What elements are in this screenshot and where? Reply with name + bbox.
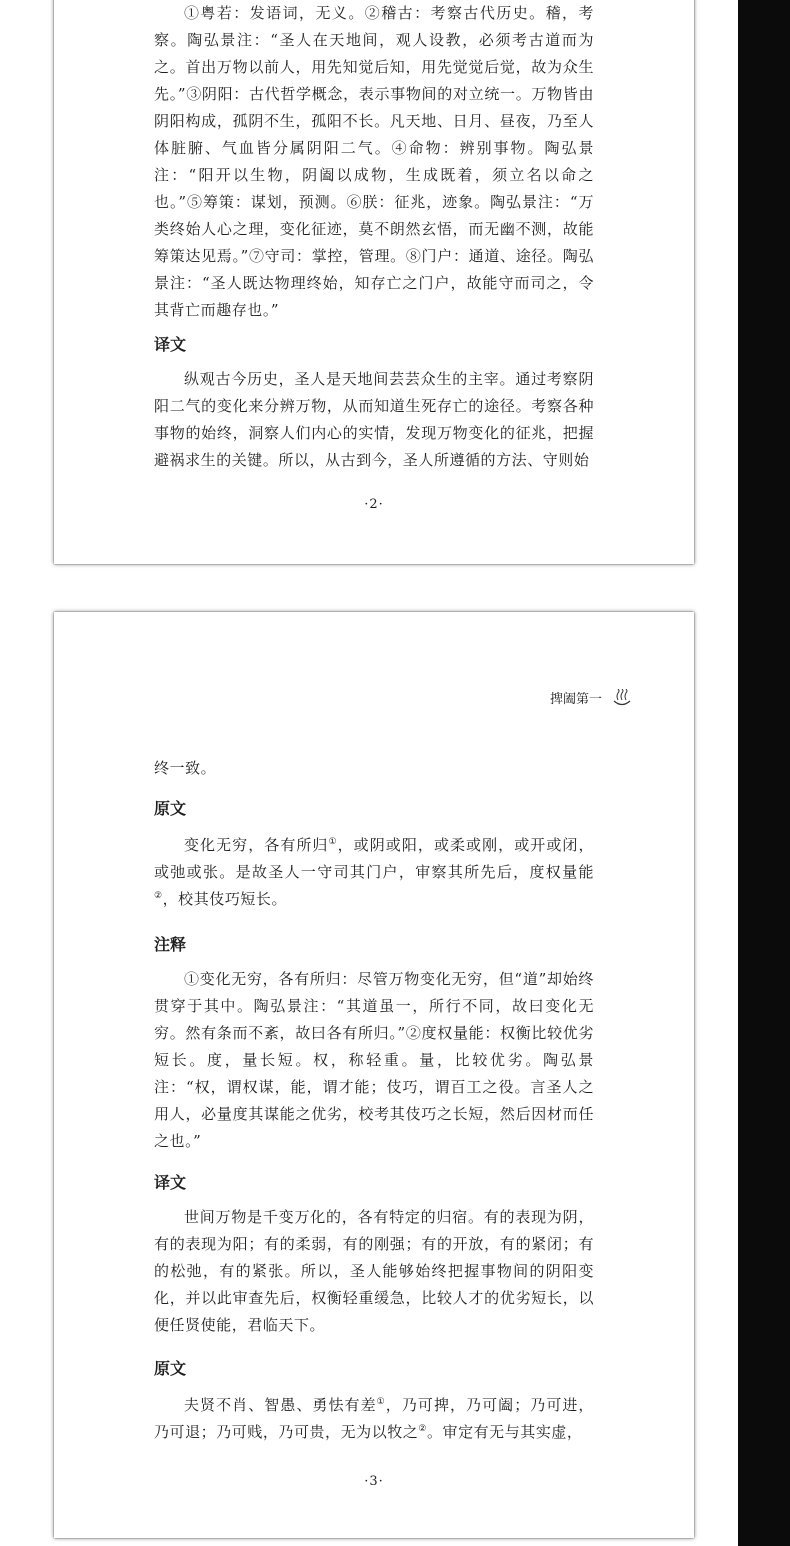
original-paragraph-1: 变化无穷，各有所归①，或阴或阳，或柔或刚，或开或闭，或弛或张。是故圣人一守司其门户，审察其所先后，度权量能②，校其伎巧短长。: [154, 836, 594, 908]
page-number-3: ·3·: [364, 1474, 384, 1489]
running-head: [550, 688, 632, 707]
notes-paragraph: ①粤若：发语词，无义。②稽古：考察古代历史。稽，考察。陶弘景注：“圣人在天地间，观人设教，必须考古道而为之。首出万物以前人，用先知觉后知，用先觉觉后觉，故为众生先。”③阴阳：古代哲学概念，表示事物间的对立统一。万物皆由阴阳构成，孤阴不生，孤阳不长。凡天地、日月、昼夜，乃至人体脏腑、气血皆分属阴阳二气。④命物：辨别事物。陶弘景注：“阳开以生物，阴阖以成物，生成既着，须立名以命之也。”⑤筹策：谋划，预测。⑥朕：征兆，迹象。陶弘景注：“万类终始人心之理，变化征迹，莫不朗然玄悟，而无幽不测，故能筹策达见焉。”⑦守司：掌控，管理。⑧门户：通道、途径。陶弘景注：“圣人既达物理终始，知存亡之门户，故能守而司之，令其背亡而趣存也。”: [154, 4, 594, 319]
continuation-text: 终一致。: [154, 759, 217, 777]
footnote-ref-1: ①: [328, 837, 338, 847]
right-edge-bar: [738, 0, 790, 1546]
footnote-ref-3: ①: [376, 1397, 386, 1407]
footnote-ref-2: ②: [154, 891, 163, 901]
original-paragraph-2: 夫贤不肖、智愚、勇怯有差①，乃可捭，乃可阖；乃可进，乃可退；乃可贱，乃可贵，无为以牧之②。审定有无与其实虚，: [154, 1396, 594, 1441]
notes-heading: 注释: [154, 935, 187, 954]
footnote-ref-4: ②: [418, 1424, 427, 1434]
notes-paragraph-3: ①变化无穷，各有所归：尽管万物变化无穷，但“道”却始终贯穿于其中。陶弘景注：“其道虽一，所行不同，故曰变化无穷。然有条而不紊，故曰各有所归。”②度权量能：权衡比较优劣短长。度，量长短。权，称轻重。量，比较优劣。陶弘景注：“权，谓权谋，能，谓才能；伎巧，谓百工之役。言圣人之用人，必量度其谋能之优劣，校考其伎巧之长短，然后因材而任之也。”: [154, 970, 594, 1150]
translation-paragraph-3: 世间万物是千变万化的，各有特定的归宿。有的表现为阴，有的表现为阳；有的柔弱，有的刚强；有的开放，有的紧闭；有的松弛，有的紧张。所以，圣人能够始终把握事物间的阴阳变化，并以此审查先后，权衡轻重缓急，比较人才的优劣短长，以便任贤使能，君临天下。: [154, 1208, 594, 1334]
ornament-icon: [612, 689, 632, 707]
page-number: ·2·: [364, 497, 384, 512]
translation-heading: 译文: [154, 335, 187, 354]
original-heading-1: 原文: [154, 799, 187, 818]
book-page-3: [54, 612, 694, 1538]
book-page-2: [54, 0, 694, 564]
original-heading-2: 原文: [154, 1359, 187, 1378]
translation-paragraph: 纵观古今历史，圣人是天地间芸芸众生的主宰。通过考察阴阳二气的变化来分辨万物，从而知道生死存亡的途径。考察各种事物的始终，洞察人们内心的实情，发现万物变化的征兆，把握避祸求生的关键。所以，从古到今，圣人所遵循的方法、守则始: [154, 370, 594, 469]
chapter-title: 捭阖第一: [549, 692, 602, 707]
translation-heading-3: 译文: [154, 1173, 187, 1192]
